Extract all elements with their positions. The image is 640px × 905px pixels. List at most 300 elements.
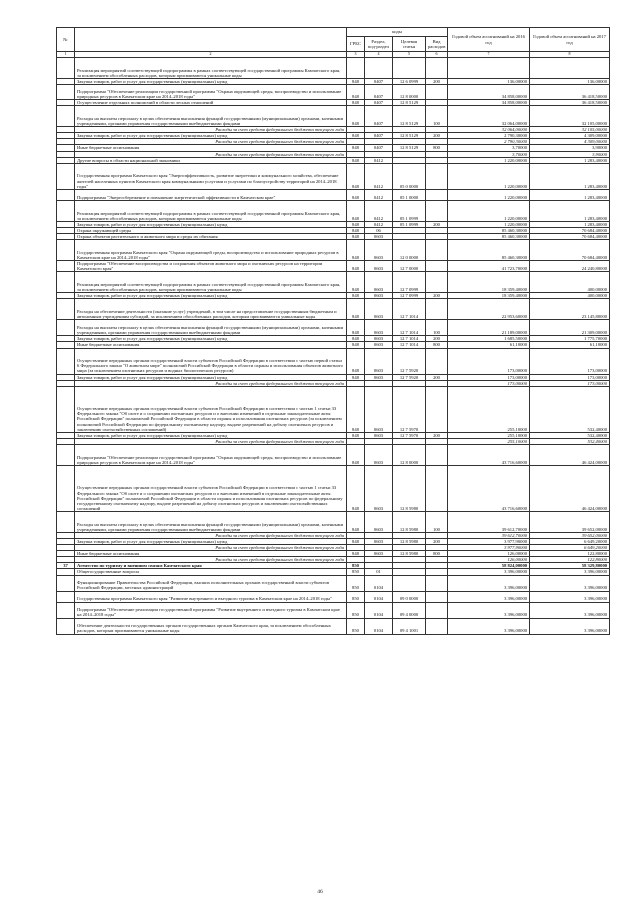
row-name: Подпрограмма "Обеспечение реализации государственной программы "Развитие внутреннего и въездного туризма в Камчатском крае на 2014–2018 годы" [75, 602, 347, 618]
row-grbs: 848 [347, 432, 365, 438]
row-target: 12 8 5980 [393, 511, 426, 532]
row-section: 0603 [365, 240, 393, 261]
row-amount-2016: 255,10000 [448, 386, 530, 432]
row-target: 12 7 0999 [393, 293, 426, 299]
row-section: 0407 [365, 133, 393, 139]
row-type [426, 85, 448, 100]
row-target: 05 1 0999 [393, 221, 426, 227]
table-row [57, 465, 610, 511]
row-name: Расходы за счет средств федерального бюджета текущего года [75, 139, 347, 145]
row-section: 0412 [365, 221, 393, 227]
row-name: Закупка товаров, работ и услуг для государственных (муниципальных) нужд [75, 221, 347, 227]
row-amount-2016: 32 064,00000 [448, 127, 530, 133]
row-name: Расходы на выплаты персоналу в целях обеспечения выполнения функций государственными (муниципальными) органами, казенными учреждениями, органами управления государственными внебюджетными фондами [75, 320, 347, 336]
row-name: Осуществление переданных органам государственной власти субъектов Российской Федерации в соответствии с частью первой статьи 6 Федерального закона "О животном мире" полномочий Российской Федерации в области охраны и использования объектов животного мира (за исключением охотничьих ресурсов и водных биологических ресурсов) [75, 348, 347, 374]
row-amount-2016: 43 716,60000 [448, 465, 530, 511]
col-number: 2 [75, 52, 347, 58]
row-type [426, 299, 448, 320]
row-amount-2016: 3 396,00000 [448, 602, 530, 618]
row-section: 0603 [365, 293, 393, 299]
row-amount-2016: 32 064,00000 [448, 106, 530, 127]
row-target: 12 6 0999 [393, 79, 426, 85]
row-number [57, 444, 75, 465]
row-name: Расходы за счет средств федерального бюджета текущего года [75, 438, 347, 444]
row-grbs: 848 [347, 386, 365, 432]
row-amount-2017: 1 283,40000 [530, 221, 610, 227]
row-amount-2016: 22 953,60000 [448, 299, 530, 320]
table-row [57, 299, 610, 320]
row-type [426, 240, 448, 261]
row-type: 200 [426, 293, 448, 299]
row-amount-2017: 70 684,40000 [530, 227, 610, 233]
row-section: 0104 [365, 618, 393, 634]
header-no: № [57, 28, 75, 52]
header-2016: Годовой объем ассигнований на 2016 год [448, 28, 530, 52]
row-number [57, 261, 75, 272]
row-name: Расходы за счет средств федерального бюджета текущего года [75, 532, 347, 538]
table-row [57, 272, 610, 293]
row-type [426, 189, 448, 200]
row-amount-2017: 122,80000 [530, 551, 610, 557]
row-target: 12 7 0000 [393, 261, 426, 272]
row-amount-2017: 36 418,50000 [530, 100, 610, 106]
row-grbs: 848 [347, 551, 365, 557]
row-name: Закупка товаров, работ и услуг для государственных (муниципальных) нужд [75, 336, 347, 342]
row-type [426, 58, 448, 79]
row-number [57, 299, 75, 320]
row-amount-2017: 46 424,00000 [530, 444, 610, 465]
row-grbs [347, 58, 365, 79]
row-amount-2016: 85 460,30000 [448, 240, 530, 261]
row-section: 0603 [365, 374, 393, 380]
row-amount-2017: 173,00000 [530, 348, 610, 374]
row-grbs: 850 [347, 618, 365, 634]
row-amount-2016: 126,00000 [448, 551, 530, 557]
row-section: 0104 [365, 591, 393, 602]
table-row [57, 85, 610, 100]
row-target: 12 8 5129 [393, 100, 426, 106]
row-grbs: 848 [347, 444, 365, 465]
row-type [426, 591, 448, 602]
row-name: Осуществление переданных органам государственной власти субъектов Российской Федерации в соответствии с частью 1 статьи 33 Федерального закона "Об охоте и о сохранении охотничьих ресурсов и о внесении изменений в отдельные законодательные акты Российской Федерации" полномочий Российской Федерации в области охраны и использования охотничьих ресурсов (за исключением полномочий Российской Федерации по федеральному охотничьему надзору, выдаче разрешений на добычу охотничьих ресурсов и заключению охотхозяйственных соглашений) [75, 386, 347, 432]
row-target: 05 1 0999 [393, 200, 426, 221]
row-grbs: 848 [347, 100, 365, 106]
col-number: 3 [347, 52, 365, 58]
row-grbs: 848 [347, 261, 365, 272]
row-grbs: 848 [347, 233, 365, 239]
row-grbs: 848 [347, 538, 365, 544]
col-number: 6 [426, 52, 448, 58]
row-amount-2016: 255,10000 [448, 432, 530, 438]
row-number [57, 465, 75, 511]
row-amount-2016: 2 790,30000 [448, 133, 530, 139]
row-amount-2016: 41 723,70000 [448, 261, 530, 272]
row-amount-2016: 34 858,00000 [448, 100, 530, 106]
row-number [57, 386, 75, 432]
row-number [57, 602, 75, 618]
row-amount-2016: 126,00000 [448, 557, 530, 563]
row-name: Подпрограмма "Обеспечение реализации государственной программы "Охрана окружающей среды, воспроизводство и использование природных ресурсов в Камчатском крае на 2014–2018 годы" [75, 444, 347, 465]
row-amount-2017: 3,90000 [530, 145, 610, 151]
row-type: 200 [426, 538, 448, 544]
row-amount-2017: 3 396,00000 [530, 591, 610, 602]
row-target: 09 0 0000 [393, 591, 426, 602]
row-target: 12 7 1014 [393, 342, 426, 348]
table-row [57, 511, 610, 532]
row-name: Подпрограмма "Обеспечение воспроизводства и сохранения объектов животного мира и охотничьих ресурсов на территории Камчатского края" [75, 261, 347, 272]
row-section: 0603 [365, 511, 393, 532]
row-name: Закупка товаров, работ и услуг для государственных (муниципальных) нужд [75, 79, 347, 85]
row-amount-2016: 136,00000 [448, 79, 530, 85]
row-amount-2017: 24 240,80000 [530, 261, 610, 272]
table-row [57, 200, 610, 221]
row-amount-2017: 58 329,80000 [530, 563, 610, 569]
row-section: 0412 [365, 189, 393, 200]
row-grbs: 848 [347, 293, 365, 299]
row-name: Иные бюджетные ассигнования [75, 551, 347, 557]
row-target [393, 575, 426, 591]
row-amount-2017: 23 145,80000 [530, 299, 610, 320]
row-type: 200 [426, 133, 448, 139]
row-target [393, 58, 426, 79]
row-number [57, 58, 75, 79]
row-target: 12 8 5980 [393, 465, 426, 511]
row-amount-2017: 1 775,70000 [530, 336, 610, 342]
row-type: 200 [426, 336, 448, 342]
header-name [75, 28, 347, 52]
row-amount-2017: 1 283,40000 [530, 189, 610, 200]
row-section: 0407 [365, 79, 393, 85]
row-amount-2016: 1 220,00000 [448, 157, 530, 163]
row-target: 12 8 5129 [393, 145, 426, 151]
row-grbs: 848 [347, 336, 365, 342]
row-number [57, 618, 75, 634]
row-amount-2016: 18 359,40000 [448, 272, 530, 293]
row-target: 12 7 5970 [393, 432, 426, 438]
row-target: 05 0 0000 [393, 163, 426, 189]
table-row [57, 444, 610, 465]
row-amount-2017: 173,00000 [530, 380, 610, 386]
row-type [426, 618, 448, 634]
row-name: Расходы за счет средств федерального бюджета текущего года [75, 545, 347, 551]
row-amount-2016: 2 790,30000 [448, 139, 530, 145]
row-grbs: 848 [347, 272, 365, 293]
row-target: 12 7 0999 [393, 272, 426, 293]
row-section: 0603 [365, 342, 393, 348]
row-amount-2016: 58 824,00000 [448, 563, 530, 569]
row-number [57, 163, 75, 189]
row-section: 0603 [365, 444, 393, 465]
row-name: Иные бюджетные ассигнования [75, 145, 347, 151]
row-grbs: 848 [347, 465, 365, 511]
row-amount-2016: 3 977,90000 [448, 545, 530, 551]
table-row [57, 348, 610, 374]
header-section: Раздел, под-раздел [365, 37, 393, 52]
row-section: 01 [365, 569, 393, 575]
row-name: Расходы на выплаты персоналу в целях обеспечения выполнения функций государственными (муниципальными) органами, казенными учреждениями, органами управления государственными внебюджетными фондами [75, 511, 347, 532]
row-name: Охрана окружающей среды [75, 227, 347, 233]
row-type [426, 465, 448, 511]
row-amount-2016: 3 396,00000 [448, 569, 530, 575]
row-name: Обеспечение деятельности государственных органов государственных органов Камчатского края, за исключением обособленных расходов, которым присваиваются уникальные коды [75, 618, 347, 634]
row-amount-2017: 400,00000 [530, 272, 610, 293]
row-amount-2016: 21 189,00000 [448, 320, 530, 336]
table-body [57, 58, 610, 635]
row-section: 0603 [365, 432, 393, 438]
row-amount-2016: 18 359,40000 [448, 293, 530, 299]
table-row [57, 106, 610, 127]
row-grbs: 848 [347, 79, 365, 85]
row-target: 12 0 0000 [393, 240, 426, 261]
row-grbs: 848 [347, 299, 365, 320]
budget-table-page [56, 27, 609, 635]
row-amount-2017: 6 649,20000 [530, 538, 610, 544]
row-grbs: 848 [347, 348, 365, 374]
row-type [426, 575, 448, 591]
row-amount-2017: 3,90000 [530, 151, 610, 157]
row-type [426, 163, 448, 189]
row-amount-2016: 3 977,90000 [448, 538, 530, 544]
row-type [426, 200, 448, 221]
row-grbs: 848 [347, 145, 365, 151]
table-row [57, 575, 610, 591]
table-row [57, 163, 610, 189]
row-number [57, 320, 75, 336]
row-amount-2017: 532,40000 [530, 438, 610, 444]
row-name: Иные бюджетные ассигнования [75, 342, 347, 348]
row-number [57, 511, 75, 532]
row-amount-2017: 6 649,20000 [530, 545, 610, 551]
header-codes: коды [347, 28, 448, 37]
row-name: Расходы за счет средств федерального бюджета текущего года [75, 127, 347, 133]
table-row [57, 240, 610, 261]
table-row [57, 386, 610, 432]
row-name: Другие вопросы в области национальной экономики [75, 157, 347, 163]
row-section: 0603 [365, 299, 393, 320]
row-number [57, 575, 75, 591]
row-name: Расходы за счет средств федерального бюджета текущего года [75, 557, 347, 563]
table-row [57, 320, 610, 336]
row-target: 12 8 0000 [393, 444, 426, 465]
row-grbs: 848 [347, 240, 365, 261]
row-grbs: 848 [347, 320, 365, 336]
row-section: 0407 [365, 145, 393, 151]
header-2017: Годовой объем ассигнований на 2017 год [530, 28, 610, 52]
row-amount-2016: 1 220,00000 [448, 200, 530, 221]
row-grbs: 850 [347, 563, 365, 569]
row-amount-2016: 3 396,00000 [448, 618, 530, 634]
row-target: 12 7 5920 [393, 348, 426, 374]
row-grbs: 850 [347, 575, 365, 591]
row-amount-2017: 532,40000 [530, 432, 610, 438]
row-name: Подпрограмма "Энергосбережение и повышение энергетической эффективности в Камчатском крае" [75, 189, 347, 200]
row-section: 0603 [365, 538, 393, 544]
row-target: 12 8 5980 [393, 551, 426, 557]
row-section: 0603 [365, 320, 393, 336]
row-target: 12 8 5129 [393, 133, 426, 139]
row-type: 800 [426, 342, 448, 348]
row-section: 0104 [365, 602, 393, 618]
header-type: Вид расходов [426, 37, 448, 52]
row-number: 37 [57, 563, 75, 569]
row-target: 12 8 0000 [393, 85, 426, 100]
row-grbs: 848 [347, 200, 365, 221]
row-name: Реализация мероприятий соответствующей подпрограммы в рамках соответствующей государственной программы Камчатского края, за исключением обособленных расходов, которым присваиваются уникальные коды [75, 272, 347, 293]
row-section [365, 58, 393, 79]
row-section: 0407 [365, 85, 393, 100]
row-type [426, 602, 448, 618]
row-amount-2017: 32 105,00000 [530, 106, 610, 127]
page-number: 46 [317, 889, 323, 895]
row-section: 0412 [365, 200, 393, 221]
row-amount-2017: 532,40000 [530, 386, 610, 432]
row-section: 0104 [365, 575, 393, 591]
row-amount-2017: 3 396,00000 [530, 618, 610, 634]
row-amount-2017: 70 684,40000 [530, 240, 610, 261]
table-row [57, 189, 610, 200]
row-amount-2017: 21 309,00000 [530, 320, 610, 336]
row-name: Осуществление отдельных полномочий в области лесных отношений [75, 100, 347, 106]
row-amount-2017: 39 652,00000 [530, 511, 610, 532]
row-grbs: 850 [347, 569, 365, 575]
row-amount-2016: 85 460,30000 [448, 227, 530, 233]
row-name: Закупка товаров, работ и услуг для государственных (муниципальных) нужд [75, 432, 347, 438]
row-name: Подпрограмма "Обеспечение реализации государственной программы "Охрана окружающей среды, воспроизводство и использование природных ресурсов в Камчатском крае на 2014–2018 годы" [75, 85, 347, 100]
table-row [57, 591, 610, 602]
row-name: Охрана объектов растительного и животного мира и среды их обитания [75, 233, 347, 239]
row-name: Агентство по туризму и внешним связям Камчатского края [75, 563, 347, 569]
budget-table [56, 27, 610, 635]
row-amount-2016: 173,00000 [448, 374, 530, 380]
row-amount-2016: 3 396,00000 [448, 575, 530, 591]
row-name: Закупка товаров, работ и услуг для государственных (муниципальных) нужд [75, 538, 347, 544]
row-type [426, 272, 448, 293]
row-grbs: 848 [347, 106, 365, 127]
row-amount-2016: 1 220,00000 [448, 221, 530, 227]
row-amount-2016 [448, 58, 530, 79]
row-amount-2017: 4 309,00000 [530, 139, 610, 145]
row-target: 12 7 1014 [393, 320, 426, 336]
row-grbs: 848 [347, 163, 365, 189]
row-amount-2016: 61,10000 [448, 342, 530, 348]
row-amount-2017: 136,00000 [530, 79, 610, 85]
row-amount-2016: 39 612,70000 [448, 532, 530, 538]
row-name: Расходы за счет средств федерального бюджета текущего года [75, 151, 347, 157]
row-amount-2016: 85 460,30000 [448, 233, 530, 239]
row-name: Закупка товаров, работ и услуг для государственных (муниципальных) нужд [75, 293, 347, 299]
row-target: 12 7 5920 [393, 374, 426, 380]
row-section: 0603 [365, 261, 393, 272]
row-amount-2017: 1 283,40000 [530, 163, 610, 189]
row-amount-2016: 1 685,50000 [448, 336, 530, 342]
row-number [57, 85, 75, 100]
table-row [57, 58, 610, 79]
row-name: Функционирование Правительства Российской Федерации, высших исполнительных органов государственной власти субъектов Российской Федерации, местных администраций [75, 575, 347, 591]
row-type [426, 261, 448, 272]
row-number [57, 189, 75, 200]
row-target: 09 4 0000 [393, 602, 426, 618]
row-amount-2017: 400,00000 [530, 293, 610, 299]
row-section: 0603 [365, 465, 393, 511]
row-type [426, 348, 448, 374]
row-amount-2017: 70 684,40000 [530, 233, 610, 239]
row-grbs: 848 [347, 157, 365, 163]
row-section: 0603 [365, 551, 393, 557]
row-target: 09 4 1001 [393, 618, 426, 634]
row-name: Государственная программа Камчатского края "Охрана окружающей среды, воспроизводство и использование природных ресурсов в Камчатском крае на 2014–2018 годы" [75, 240, 347, 261]
row-grbs: 848 [347, 342, 365, 348]
row-section: 0603 [365, 348, 393, 374]
row-grbs: 848 [347, 85, 365, 100]
row-grbs: 848 [347, 189, 365, 200]
row-target: 12 7 1014 [393, 299, 426, 320]
row-type: 100 [426, 320, 448, 336]
row-amount-2017: 36 418,50000 [530, 85, 610, 100]
row-grbs: 848 [347, 511, 365, 532]
row-name: Расходы на обеспечение деятельности (оказание услуг) учреждений, в том числе на предоставление государственным бюджетным и автономным учреждениям субсидий, за исключением обособленных расходов, которым присваиваются уникальные коды [75, 299, 347, 320]
row-amount-2017: 173,00000 [530, 374, 610, 380]
row-amount-2017: 1 283,40000 [530, 200, 610, 221]
row-amount-2016: 3,70000 [448, 145, 530, 151]
row-target: 12 8 5129 [393, 106, 426, 127]
row-target: 05 1 0000 [393, 189, 426, 200]
row-amount-2017: 61,10000 [530, 342, 610, 348]
row-name: Государственная программа Камчатского края "Развитие внутреннего и въездного туризма в Камчатском крае на 2014–2018 годы" [75, 591, 347, 602]
row-name: Общегосударственные вопросы [75, 569, 347, 575]
row-section: 0412 [365, 157, 393, 163]
row-grbs: 850 [347, 602, 365, 618]
row-amount-2017: 3 396,00000 [530, 602, 610, 618]
row-number [57, 348, 75, 374]
row-amount-2016: 1 220,00000 [448, 163, 530, 189]
row-section: 0603 [365, 386, 393, 432]
row-grbs: 848 [347, 227, 365, 233]
row-amount-2016: 3 396,00000 [448, 591, 530, 602]
row-type: 200 [426, 432, 448, 438]
row-type [426, 444, 448, 465]
col-number: 7 [448, 52, 530, 58]
row-target: 12 7 1014 [393, 336, 426, 342]
row-amount-2016: 3,70000 [448, 151, 530, 157]
row-grbs: 848 [347, 374, 365, 380]
row-number [57, 240, 75, 261]
col-number: 1 [57, 52, 75, 58]
row-name: Расходы на выплаты персоналу в целях обеспечения выполнения функций государственными (муниципальными) органами, казенными учреждениями, органами управления государственными внебюджетными фондами [75, 106, 347, 127]
row-grbs: 848 [347, 133, 365, 139]
row-amount-2017: 39 652,00000 [530, 532, 610, 538]
row-number [57, 200, 75, 221]
row-amount-2016: 255,10000 [448, 438, 530, 444]
row-amount-2017: 46 424,00000 [530, 465, 610, 511]
row-amount-2017: 3 396,00000 [530, 569, 610, 575]
row-name: Закупка товаров, работ и услуг для государственных (муниципальных) нужд [75, 133, 347, 139]
header-target: Целевая статья [393, 37, 426, 52]
row-name: Государственная программа Камчатского края "Энергоэффективность, развитие энергетики и коммунального хозяйства, обеспечение жителей населенных пунктов Камчатского края коммунальными услугами и услугами по благоустройству территорий на 2014–2018 годы" [75, 163, 347, 189]
row-name: Осуществление переданных органам государственной власти субъектов Российской Федерации в соответствии с частью 1 статьи 33 Федерального закона "Об охоте и о сохранении охотничьих ресурсов и о внесении изменений в отдельные законодательные акты Российской Федерации" полномочий Российской Федерации в области охраны и использования охотничьих ресурсов по федеральному государственному охотничьему надзору, выдаче разрешений на добычу охотничьих ресурсов и заключению охотхозяйственных соглашений [75, 465, 347, 511]
row-amount-2016: 1 220,00000 [448, 189, 530, 200]
row-grbs: 850 [347, 591, 365, 602]
row-type: 200 [426, 374, 448, 380]
row-amount-2016: 173,00000 [448, 348, 530, 374]
col-number: 4 [365, 52, 393, 58]
row-type: 100 [426, 511, 448, 532]
row-section: 0407 [365, 106, 393, 127]
col-number: 5 [393, 52, 426, 58]
row-type: 100 [426, 106, 448, 127]
row-amount-2016: 34 858,00000 [448, 85, 530, 100]
row-number [57, 591, 75, 602]
row-amount-2016: 39 612,70000 [448, 511, 530, 532]
